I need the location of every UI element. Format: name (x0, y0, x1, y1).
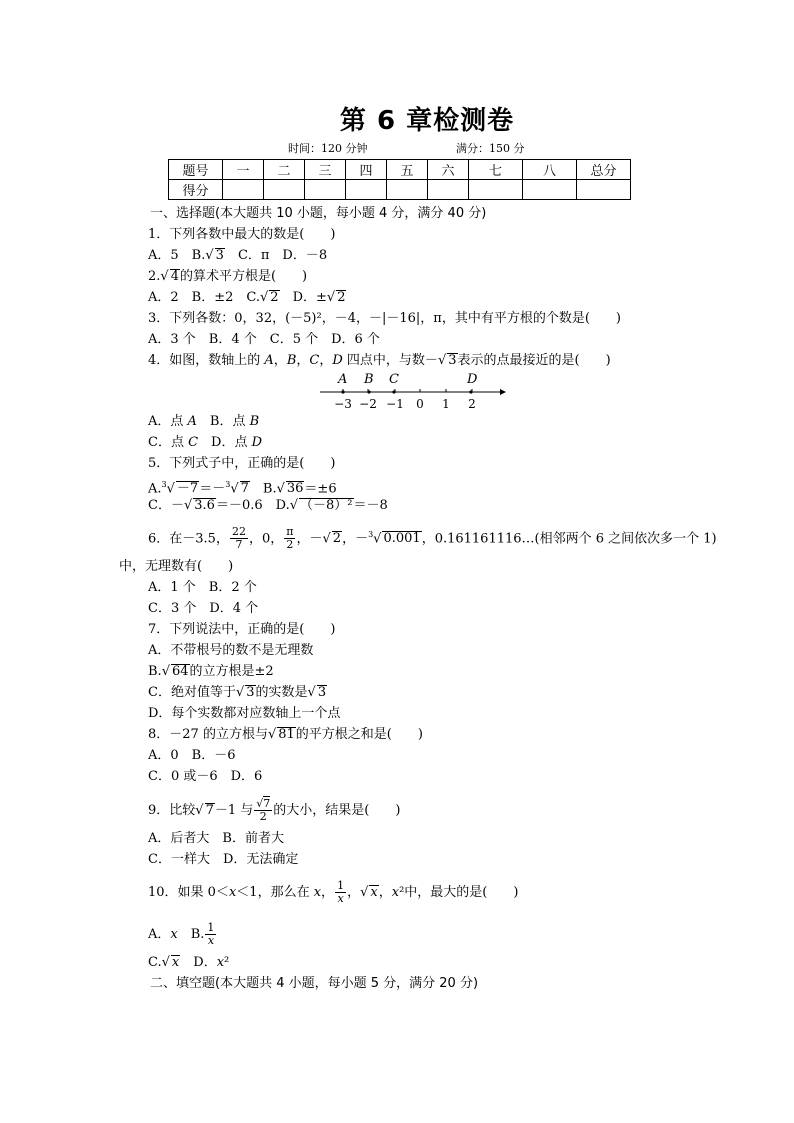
tick-label: −3 (334, 397, 352, 411)
numerator: 1 (207, 921, 215, 934)
table-cell: 三 (305, 160, 346, 180)
question-1: 1．下列各数中最大的数是( ) (148, 227, 336, 242)
question-text: ， (378, 885, 392, 900)
section-heading-fill-in: 二、填空题(本大题共 4 小题，每小题 5 分，满分 20 分) (150, 976, 479, 991)
score-table (168, 159, 631, 200)
option-text: A. (148, 481, 162, 497)
option-text: 的实数是 (255, 685, 308, 700)
question-1-options (148, 247, 327, 265)
option-text: D．点 (198, 435, 252, 450)
question-text: ，0.161161116…(相邻两个 6 之间依次多一个 1) (421, 531, 717, 547)
radical-sign: √ (322, 531, 331, 547)
question-4 (148, 352, 611, 370)
point-label: B (249, 414, 260, 429)
question-7-option-a: A．不带根号的数不是无理数 (148, 643, 314, 658)
tick-label: −1 (386, 397, 404, 411)
point-a-marker (341, 390, 344, 393)
question-3-options: A．3 个 B．4 个 C．5 个 D．6 个 (148, 332, 380, 347)
radical-sign: √ (373, 531, 382, 547)
question-text: ，－ (342, 531, 369, 547)
page-title: 第 6 章检测卷 (339, 106, 515, 136)
radical-sign: √ (166, 481, 175, 497)
variable: x (228, 885, 237, 900)
point-label-b: B (364, 372, 374, 387)
radical-sign: √ (307, 685, 316, 700)
question-6 (148, 526, 717, 551)
point-c-marker (392, 390, 395, 393)
option-text: C．－ (148, 498, 184, 513)
score-input-cell (387, 180, 428, 200)
numerator: 22 (231, 525, 246, 539)
score-input-cell (577, 180, 631, 200)
point-d-marker (469, 390, 472, 393)
radicand: 81 (278, 727, 295, 742)
question-7-option-b (148, 663, 274, 681)
numerator: 1 (337, 879, 345, 892)
question-text: 表示的点最接近的是( ) (457, 353, 611, 368)
option-text: B．点 (196, 414, 250, 429)
variable: x (313, 885, 322, 900)
question-5: 5．下列式子中，正确的是( ) (148, 456, 336, 471)
table-cell: 五 (387, 160, 428, 180)
question-4-options-1 (148, 413, 259, 431)
time-limit: 时间：120 分钟 (288, 142, 368, 155)
question-10-options-1 (148, 922, 217, 947)
question-text: 6．在－3.5， (148, 531, 229, 547)
question-5-options-1 (148, 476, 337, 498)
question-7-option-c (148, 684, 327, 702)
question-text: ， (296, 353, 310, 368)
option-text: B. (177, 927, 205, 942)
option-text: A． (148, 927, 171, 942)
tick-label: 1 (442, 397, 450, 411)
question-9 (148, 798, 400, 823)
question-7: 7．下列说法中，正确的是( ) (148, 622, 336, 637)
fraction (205, 922, 216, 947)
root-index: 3 (225, 480, 231, 489)
question-3: 3．下列各数：0，32，(－5)²，－4，－|－16|，π，其中有平方根的个数是( ) (148, 311, 621, 326)
option-text: C．绝对值等于 (148, 685, 236, 700)
question-text: 的平方根之和是( ) (295, 727, 423, 742)
question-text: 9．比较 (148, 803, 196, 818)
question-text: ＜1，那么在 (236, 885, 314, 900)
radical-sign: √ (360, 885, 369, 900)
radicand: 4 (170, 269, 179, 284)
radical-sign: √ (161, 664, 170, 679)
radicand: 3 (246, 685, 255, 700)
question-7-option-d: D．每个实数都对应数轴上一个点 (148, 706, 341, 721)
question-8-options-2: C．0 或－6 D．6 (148, 769, 263, 784)
exponent: ² (224, 955, 230, 970)
score-table-score-row (169, 180, 631, 200)
denominator: 2 (259, 810, 267, 823)
score-input-cell (264, 180, 305, 200)
fraction (230, 526, 248, 551)
denominator: x (207, 934, 215, 947)
question-text: 的算术平方根是( ) (179, 269, 308, 284)
radical-sign: √ (437, 353, 447, 368)
question-9-options-1: A．后者大 B．前者大 (148, 831, 284, 846)
option-text: C．点 (148, 435, 189, 450)
question-text: 四点中，与数－ (342, 353, 438, 368)
radical-sign: √ (161, 955, 170, 970)
question-text: 10．如果 0＜ (148, 885, 229, 900)
option-text: D． (180, 955, 217, 970)
question-text: ，0， (248, 531, 284, 547)
question-6-continued: 中，无理数有( ) (119, 559, 234, 574)
radical-sign: √ (326, 290, 336, 305)
radical-sign: √ (230, 481, 239, 497)
option-text: 的立方根是±2 (189, 664, 274, 679)
variable: x (391, 885, 400, 900)
radicand: 7 (205, 803, 214, 818)
question-text: ， (321, 885, 335, 900)
radicand: 64 (171, 664, 189, 679)
question-text: ， (273, 353, 287, 368)
table-cell: 八 (523, 160, 577, 180)
radicand: 3 (448, 353, 457, 368)
option-text: ＝－0.6 D. (215, 498, 290, 513)
score-input-cell (428, 180, 469, 200)
option-text: C. (148, 955, 162, 970)
question-text: ²中，最大的是( ) (399, 885, 519, 900)
root-index: 3 (161, 480, 167, 489)
radical-sign: √ (160, 269, 169, 284)
fraction (284, 526, 295, 551)
radical-sign: √ (256, 797, 264, 810)
number-line-arrow-icon (500, 389, 506, 395)
point-b-marker (367, 390, 370, 393)
question-text: 8．－27 的立方根与 (148, 727, 268, 742)
question-2 (148, 268, 307, 286)
question-10-options-2 (148, 954, 229, 972)
radicand: （－8）² (300, 498, 353, 513)
radicand: x (370, 885, 378, 900)
radical-sign: √ (267, 727, 277, 742)
question-text: －1 与 (214, 803, 254, 818)
question-text: 4．如图，数轴上的 (148, 353, 265, 368)
question-text: ，－ (296, 531, 323, 547)
full-score: 满分：150 分 (456, 142, 525, 155)
section-heading-choice: 一、选择题(本大题共 10 小题，每小题 4 分，满分 40 分) (150, 206, 487, 221)
option-text: ＝±6 (304, 481, 337, 497)
question-8-options-1: A．0 B．－6 (148, 748, 236, 763)
option-text: B. (148, 664, 162, 679)
radicand: 3.6 (194, 498, 215, 513)
table-cell: 二 (264, 160, 305, 180)
point-label: C (309, 353, 320, 368)
question-text: ， (347, 885, 361, 900)
radical-sign: √ (205, 248, 214, 263)
table-cell: 七 (469, 160, 523, 180)
denominator: x (337, 892, 344, 905)
point-label-d: D (467, 372, 478, 387)
question-text: 2. (148, 269, 161, 284)
radicand: 36 (286, 481, 304, 497)
option-text: B. (249, 481, 277, 497)
option-text: A．点 (148, 414, 188, 429)
option-text: C．π D．－8 (224, 248, 328, 263)
radicand: 2 (337, 290, 346, 305)
radical-sign: √ (276, 481, 285, 497)
point-label: B (286, 353, 297, 368)
point-label: C (188, 435, 199, 450)
score-input-cell (469, 180, 523, 200)
radical-sign: √ (260, 290, 269, 305)
option-text: ＝－8 (353, 498, 388, 513)
numerator: π (286, 525, 294, 539)
question-5-options-2 (148, 497, 388, 515)
table-cell: 四 (346, 160, 387, 180)
tick-label: 0 (416, 397, 424, 411)
radical-sign: √ (289, 498, 299, 513)
radicand: 2 (270, 290, 279, 305)
fraction (335, 880, 346, 905)
radical-sign: √ (195, 803, 204, 818)
question-8 (148, 726, 423, 744)
score-input-cell (305, 180, 346, 200)
point-label: D (251, 435, 263, 450)
question-6-options-1: A．1 个 B．2 个 (148, 580, 257, 595)
radicand: 7 (240, 481, 249, 497)
radicand: 0.001 (383, 531, 421, 547)
number-line-figure (318, 370, 508, 415)
radicand: 3 (215, 248, 224, 263)
option-text: D．± (279, 290, 327, 305)
question-2-options (148, 289, 346, 307)
table-cell: 题号 (169, 160, 223, 180)
table-cell: 六 (428, 160, 469, 180)
radicand: 2 (332, 531, 342, 547)
question-text: ， (319, 353, 333, 368)
question-text: 的大小，结果是( ) (273, 803, 401, 818)
question-10 (148, 880, 518, 905)
question-6-options-2: C．3 个 D．4 个 (148, 601, 259, 616)
radicand: 7 (263, 797, 271, 810)
score-input-cell (346, 180, 387, 200)
root-index: 3 (368, 530, 374, 539)
tick-label: −2 (359, 397, 377, 411)
table-cell: 得分 (169, 180, 223, 200)
radicand: 3 (317, 685, 327, 700)
question-9-options-2: C．一样大 D．无法确定 (148, 852, 299, 867)
point-label: D (332, 353, 343, 368)
table-cell: 总分 (577, 160, 631, 180)
point-label: A (187, 414, 197, 429)
variable: x (170, 927, 178, 942)
point-label-c: C (389, 372, 399, 387)
question-4-options-2 (148, 434, 262, 452)
option-text: A．2 B．±2 C. (148, 290, 260, 305)
denominator: 2 (286, 538, 294, 552)
denominator: 7 (235, 538, 243, 552)
option-text: A．5 B. (148, 248, 206, 263)
score-input-cell (223, 180, 264, 200)
tick-label: 2 (468, 397, 476, 411)
radical-sign: √ (183, 498, 193, 513)
variable: x (216, 955, 225, 970)
point-label-a: A (338, 372, 348, 387)
option-text: ＝－ (199, 481, 226, 497)
radical-sign: √ (235, 685, 245, 700)
score-input-cell (523, 180, 577, 200)
table-cell: 一 (223, 160, 264, 180)
score-table-header-row (169, 160, 631, 180)
radicand: x (171, 955, 180, 970)
radicand: －7 (176, 481, 199, 497)
point-label: A (264, 353, 274, 368)
fraction (254, 798, 272, 823)
